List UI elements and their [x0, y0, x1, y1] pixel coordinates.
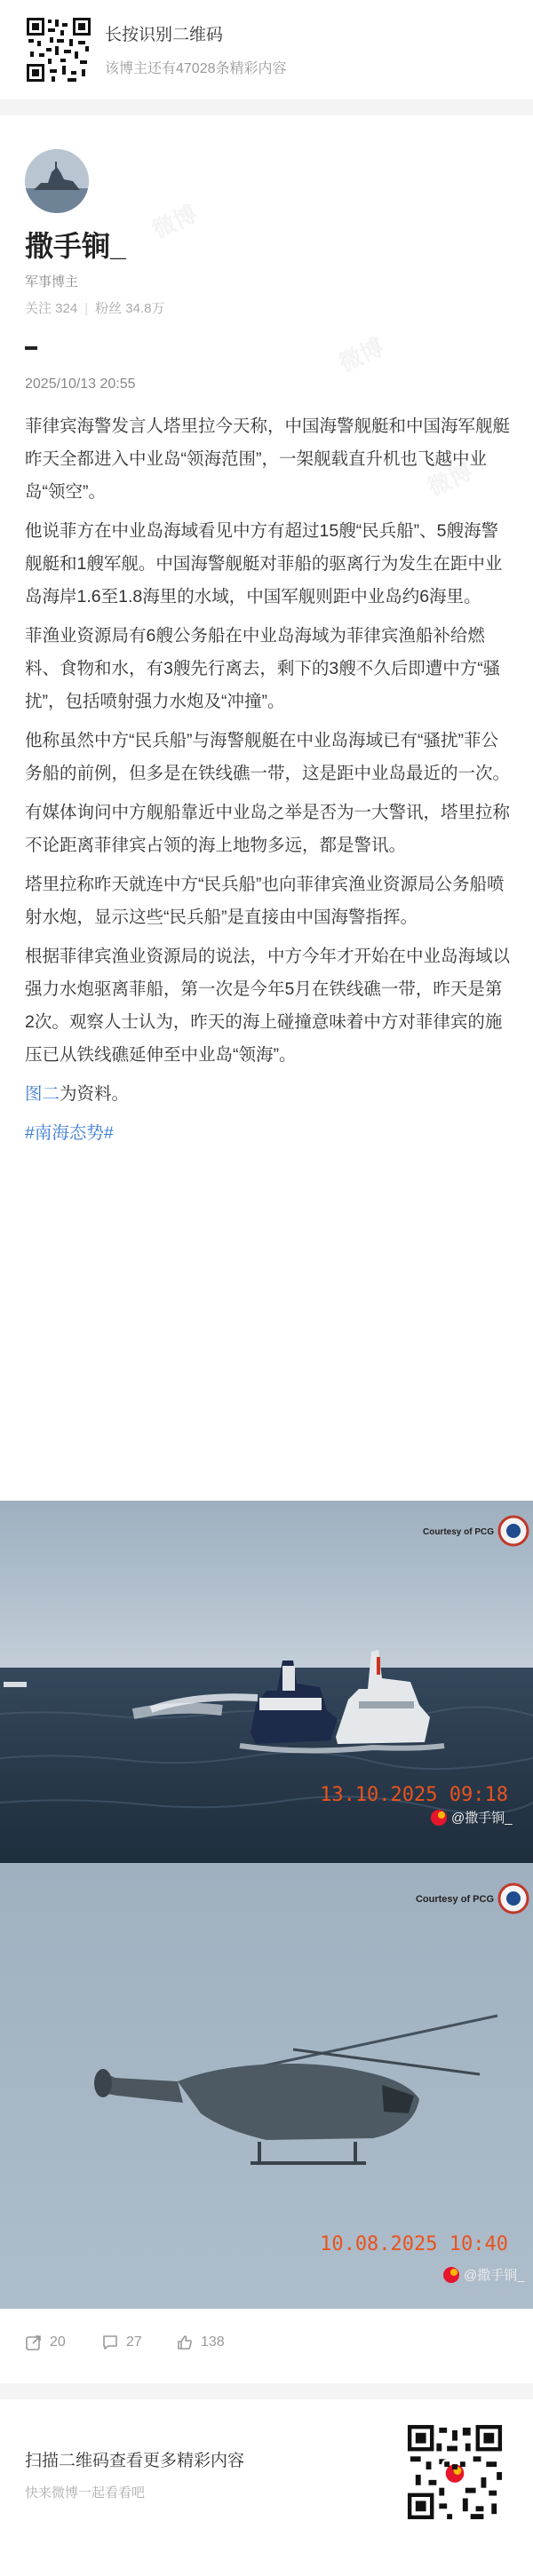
repost-count: 20: [50, 2334, 66, 2350]
timestamp-overlay: 10.08.2025 10:40: [320, 2233, 508, 2255]
post-time: 2025/10/13 20:55: [25, 376, 136, 392]
paragraph: 塔里拉称昨天就连中方“民兵船”也向菲律宾渔业资源局公务船喷射水炮，显示这些“民兵船”是直接由中国海警指挥。: [25, 875, 505, 927]
post-content: [25, 410, 510, 1156]
pcg-seal-icon: [499, 1517, 528, 1545]
banner-subtitle: 该博主还有47028条精彩内容: [105, 61, 287, 76]
repost-icon: [25, 2334, 43, 2351]
image-credit: Courtesy of PCG: [415, 1894, 494, 1905]
post-image-ships[interactable]: [0, 1501, 533, 1863]
like-icon: [176, 2334, 194, 2351]
bottom-title: 扫描二维码查看更多精彩内容: [25, 2452, 245, 2470]
like-button[interactable]: [176, 2334, 225, 2351]
image-note: [25, 1078, 510, 1111]
watermark: 微博: [424, 458, 477, 503]
watermark: 微博: [335, 334, 388, 378]
verify-label: 军事博主: [25, 274, 79, 289]
paragraph: 有媒体询问中方舰船靠近中业岛之举是否为一大警讯，塔里拉称不论距离菲律宾占领的海上地物多远，都是警讯。: [25, 803, 511, 855]
profile-stats: [25, 298, 164, 317]
qr-code-icon[interactable]: [405, 2422, 505, 2522]
repost-button[interactable]: [25, 2334, 66, 2351]
hashtag-link[interactable]: #南海态势#: [25, 1123, 114, 1143]
image-watermark: @撒手锏_: [451, 1811, 513, 1826]
paragraph: 菲渔业资源局有6艘公务船在中业岛海域为菲律宾渔船补给燃料、食物和水，有3艘先行离去，剩下的3艘不久后即遭中方“骚扰”，包括喷射强力水炮及“冲撞”。: [25, 626, 501, 711]
top-banner: [0, 0, 533, 99]
timestamp-overlay: 13.10.2025 09:18: [320, 1784, 508, 1806]
avatar[interactable]: [25, 149, 89, 213]
follow-count[interactable]: 关注 324: [25, 301, 78, 316]
pcg-seal-icon: [499, 1884, 528, 1913]
image-note-text: 为资料。: [60, 1084, 130, 1104]
hashtag-line: [25, 1117, 510, 1150]
bottom-subtitle: 快来微博一起看看吧: [25, 2485, 146, 2501]
watermark: 微博: [148, 201, 202, 245]
banner-title: 长按识别二维码: [105, 26, 224, 44]
comment-button[interactable]: [101, 2334, 142, 2351]
section-dash: [25, 346, 37, 350]
fans-count[interactable]: 粉丝 34.8万: [95, 301, 165, 316]
divider: [0, 2383, 533, 2399]
paragraph: 根据菲律宾渔业资源局的说法，中方今年才开始在中业岛海域以强力水炮驱离菲船，第一次是今年5月在铁线礁一带，昨天是第2次。观察人士认为，昨天的海上碰撞意味着中方对菲律宾的施压已从铁线礁延伸至中业岛“领海”。: [25, 947, 511, 1065]
image-note-link[interactable]: 图二: [25, 1084, 60, 1104]
username[interactable]: 撒手锏_: [25, 230, 126, 262]
image-credit: Courtesy of PCG: [422, 1527, 494, 1537]
image-watermark: @撒手锏_: [464, 2268, 525, 2283]
like-count: 138: [201, 2334, 225, 2350]
divider: [0, 99, 533, 115]
paragraph: 他说菲方在中业岛海域看见中方有超过15艘“民兵船”、5艘海警舰艇和1艘军舰。中国海警舰艇对菲船的驱离行为发生在距中业岛海岸1.6至1.8海里的水域，中国军舰则距中业岛约6海里。: [25, 521, 503, 606]
qr-code-icon[interactable]: [25, 16, 92, 83]
comment-count: 27: [126, 2334, 142, 2350]
weibo-logo-icon: [431, 1810, 447, 1826]
paragraph: 他称虽然中方“民兵船”与海警舰艇在中业岛海域已有“骚扰”菲公务船的前例，但多是在铁线礁一带，这是距中业岛最近的一次。: [25, 731, 511, 783]
action-bar: [0, 2316, 533, 2374]
weibo-logo-icon: [443, 2267, 459, 2283]
stats-separator: |: [84, 301, 89, 316]
post-image-helicopter[interactable]: [0, 1863, 533, 2309]
paragraph: 菲律宾海警发言人塔里拉今天称，中国海警舰艇和中国海军舰艇昨天全都进入中业岛“领海范围”，一架舰载直升机也飞越中业岛“领空”。: [25, 416, 511, 502]
comment-icon: [101, 2334, 119, 2351]
